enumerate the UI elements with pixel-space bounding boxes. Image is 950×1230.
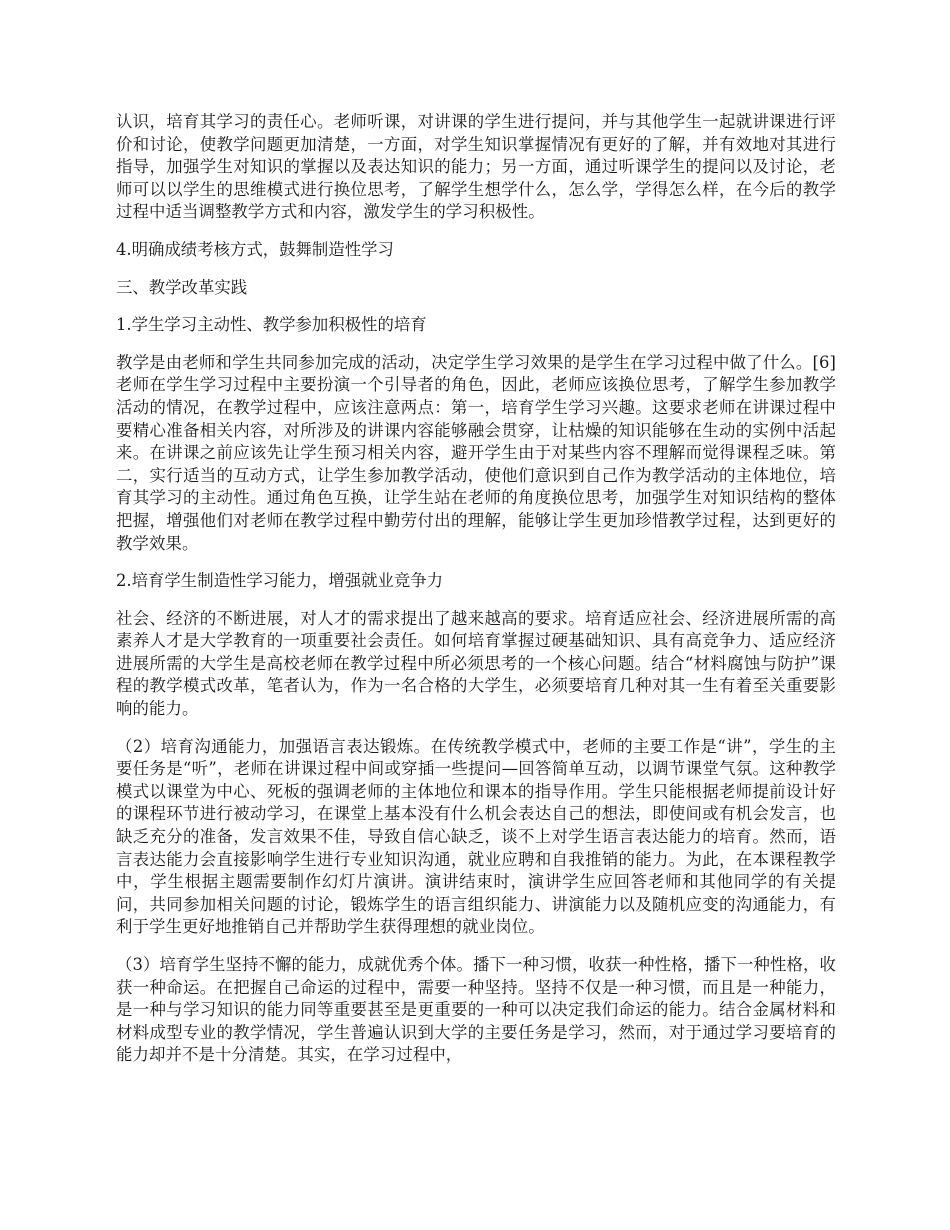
paragraph-teaching-activity: 教学是由老师和学生共同参加完成的活动，决定学生学习效果的是学生在学习过程中做了什么。[6]老师在学生学习过程中主要扮演一个引导者的角色，因此，老师应该换位思考，了解学生参加教学活动的情况，在教学过程中，应该注意两点：第一，培育学生学习兴趣。这要求老师在讲课过程中要精心准备相关内容，对所涉及的讲课内容能够融会贯穿，让枯燥的知识能够在生动的实例中活起来。在讲课之前应该先让学生预习相关内容，避开学生由于对某些内容不理解而觉得课程乏味。第二，实行适当的互动方式，让学生参加教学活动，使他们意识到自己作为教学活动的主体地位，培育其学习的主动性。通过角色互换，让学生站在老师的角度换位思考，加强学生对知识结构的整体把握，增强他们对老师在教学过程中勤劳付出的理解，能够让学生更加珍惜教学过程，达到更好的教学效果。 xyxy=(116,352,836,553)
paragraph-responsibility: 认识，培育其学习的责任心。老师听课，对讲课的学生进行提问，并与其他学生一起就讲课进行评价和讨论，使教学问题更加清楚，一方面，对学生知识掌握情况有更好的了解，并有效地对其进行指导，加强学生对知识的掌握以及表达知识的能力；另一方面，通过听课学生的提问以及讨论，老师可以以学生的思维模式进行换位思考，了解学生想学什么，怎么学，学得怎么样，在今后的教学过程中适当调整教学方式和内容，激发学生的学习积极性。 xyxy=(116,112,836,222)
paragraph-communication-ability: （2）培育沟通能力，加强语言表达锻炼。在传统教学模式中，老师的主要工作是“讲”，学生的主要任务是“听”，老师在讲课过程中间或穿插一些提问—回答简单互动，以调节课堂气氛。这种教学模式以课堂为中心、死板的强调老师的主体地位和课本的指导作用。学生只能根据老师提前设计好的课程环节进行被动学习，在课堂上基本没有什么机会表达自己的想法，即使间或有机会发言，也缺乏充分的准备，发言效果不佳，导致自信心缺乏，谈不上对学生语言表达能力的培育。然而，语言表达能力会直接影响学生进行专业知识沟通，就业应聘和自我推销的能力。为此，在本课程教学中，学生根据主题需要制作幻灯片演讲。演讲结束时，演讲学生应回答老师和其他同学的有关提问，共同参加相关问题的讨论，锻炼学生的语言组织能力、讲演能力以及随机应变的沟通能力，有利于学生更好地推销自己并帮助学生获得理想的就业岗位。 xyxy=(116,736,836,937)
paragraph-social-demand: 社会、经济的不断进展，对人才的需求提出了越来越高的要求。培育适应社会、经济进展所需的高素养人才是大学教育的一项重要社会责任。如何培育掌握过硬基础知识、具有高竞争力、适应经济进展所需的大学生是高校老师在教学过程中所必须思考的一个核心问题。结合“材料腐蚀与防护”课程的教学模式改革，笔者认为，作为一名合格的大学生，必须要培育几种对其一生有着至关重要影响的能力。 xyxy=(116,608,836,719)
heading-grading-method: 4.明确成绩考核方式，鼓舞制造性学习 xyxy=(116,239,394,259)
paragraph-persistence-ability: （3）培育学生坚持不懈的能力，成就优秀个体。播下一种习惯，收获一种性格，播下一种性格，收获一种命运。在把握自己命运的过程中，需要一种坚持。坚持不仅是一种习惯，而且是一种能力，是一种与学习知识的能力同等重要甚至是更重要的一种可以决定我们命运的能力。结合金属材料和材料成型专业的教学情况，学生普遍认识到大学的主要任务是学习，然而，对于通过学习要培育的能力却并不是十分清楚。其实，在学习过程中， xyxy=(116,955,836,1065)
document-page xyxy=(116,111,836,1082)
heading-student-initiative: 1.学生学习主动性、教学参加积极性的培育 xyxy=(116,315,427,335)
heading-creative-learning: 2.培育学生制造性学习能力，增强就业竞争力 xyxy=(116,571,444,591)
heading-teaching-reform-practice: 三、教学改革实践 xyxy=(116,277,248,297)
